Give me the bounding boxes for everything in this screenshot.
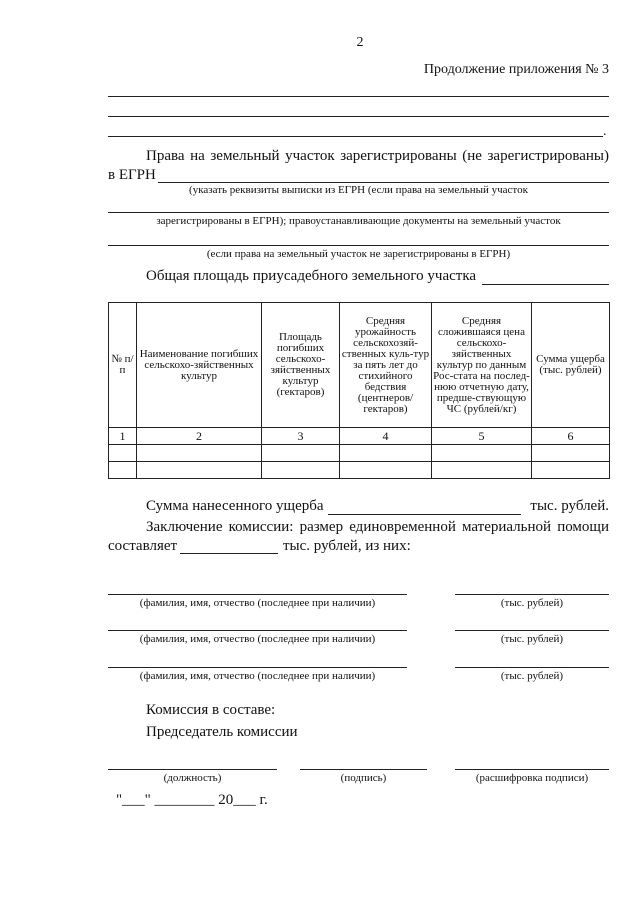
table-cell[interactable] (340, 462, 432, 479)
chairman-label: Председатель комиссии (146, 724, 298, 740)
table-number-cell: 5 (432, 428, 532, 445)
recipient-name-hint: (фамилия, имя, отчество (последнее при наличии) (139, 633, 376, 645)
crops-table (108, 302, 610, 479)
recipient-name-hint: (фамилия, имя, отчество (последнее при наличии) (139, 597, 376, 609)
table-cell[interactable] (262, 462, 340, 479)
egrn-blank-line-2[interactable] (108, 212, 609, 213)
page-number: 2 (356, 35, 364, 50)
commission-label: Комиссия в составе: (146, 702, 276, 718)
damage-unit: тыс. рублей. (530, 498, 609, 514)
table-cell[interactable] (432, 462, 532, 479)
table-header-cell: Площадь погибших сельскохо-зяйственных культур (гектаров) (262, 303, 340, 428)
egrn-hint-2: зарегистрированы в ЕГРН); правоустанавливающие документы на земельный участок (156, 215, 561, 227)
table-number-cell: 1 (109, 428, 137, 445)
conclusion-prefix: составляет (108, 538, 178, 554)
area-label: Общая площадь приусадебного земельного участка (146, 268, 477, 284)
table-number-cell: 4 (340, 428, 432, 445)
area-field[interactable] (482, 284, 609, 285)
blank-line-2[interactable] (108, 116, 609, 117)
table-cell[interactable] (137, 445, 262, 462)
conclusion-suffix: тыс. рублей, из них: (283, 538, 411, 554)
table-header-cell: Средняя сложившаяся цена сельскохо-зяйственных культур по данным Рос-стата на послед-нюю отчетную дату, предше-ствующую ЧС (рублей/кг) (432, 303, 532, 428)
table-header-cell: Наименование погибших сельскохо-зяйственных культур (137, 303, 262, 428)
table-row[interactable] (109, 462, 610, 479)
recipient-amount-field[interactable] (455, 630, 609, 631)
egrn-hint-3: (если права на земельный участок не зарегистрированы в ЕГРН) (206, 248, 511, 260)
blank-line-3[interactable] (108, 136, 603, 137)
table-cell[interactable] (137, 462, 262, 479)
egrn-hint-1: (указать реквизиты выписки из ЕГРН (если права на земельный участок (189, 184, 528, 196)
table-header-cell: Сумма ущерба (тыс. рублей) (532, 303, 610, 428)
recipient-amount-hint: (тыс. рублей) (500, 633, 564, 645)
table-cell[interactable] (262, 445, 340, 462)
total-amount-field[interactable] (180, 553, 278, 554)
recipient-amount-field[interactable] (455, 594, 609, 595)
recipient-amount-hint: (тыс. рублей) (500, 670, 564, 682)
date-line[interactable]: "___" ________ 20___ г. (116, 792, 268, 808)
rights-text-line1: Права на земельный участок зарегистрированы (не зарегистрированы) (146, 148, 609, 164)
table-header-row (109, 303, 610, 428)
rights-text-prefix: в ЕГРН (108, 167, 156, 183)
table-cell[interactable] (109, 462, 137, 479)
table-cell[interactable] (340, 445, 432, 462)
damage-field[interactable] (328, 514, 521, 515)
signature-field[interactable] (300, 769, 427, 770)
egrn-details-field[interactable] (158, 182, 609, 183)
table-cell[interactable] (109, 445, 137, 462)
table-cell[interactable] (532, 445, 610, 462)
recipient-name-hint: (фамилия, имя, отчество (последнее при наличии) (139, 670, 376, 682)
position-field[interactable] (108, 769, 277, 770)
appendix-label: Продолжение приложения № 3 (423, 62, 609, 77)
position-hint: (должность) (163, 772, 222, 784)
blank-line-1[interactable] (108, 96, 609, 97)
damage-label: Сумма нанесенного ущерба (146, 498, 324, 514)
table-number-row (109, 428, 610, 445)
conclusion-line1: Заключение комиссии: размер единовременной материальной помощи (146, 519, 609, 535)
table-header-cell: Средняя урожайность сельскохозяй-ственных куль-тур за пять лет до стихийного бедствия (центнеров/ гектаров) (340, 303, 432, 428)
table-cell[interactable] (432, 445, 532, 462)
recipient-name-field[interactable] (108, 667, 407, 668)
recipient-name-field[interactable] (108, 630, 407, 631)
signature-decode-hint: (расшифровка подписи) (475, 772, 589, 784)
signature-decode-field[interactable] (455, 769, 609, 770)
recipient-amount-field[interactable] (455, 667, 609, 668)
recipient-amount-hint: (тыс. рублей) (500, 597, 564, 609)
table-number-cell: 3 (262, 428, 340, 445)
table-number-cell: 6 (532, 428, 610, 445)
table-number-cell: 2 (137, 428, 262, 445)
recipient-name-field[interactable] (108, 594, 407, 595)
table-cell[interactable] (532, 462, 610, 479)
blank-line-dot: . (603, 124, 607, 139)
signature-hint: (подпись) (340, 772, 387, 784)
table-row[interactable] (109, 445, 610, 462)
egrn-blank-line-3[interactable] (108, 245, 609, 246)
table-header-cell: № п/п (109, 303, 137, 428)
